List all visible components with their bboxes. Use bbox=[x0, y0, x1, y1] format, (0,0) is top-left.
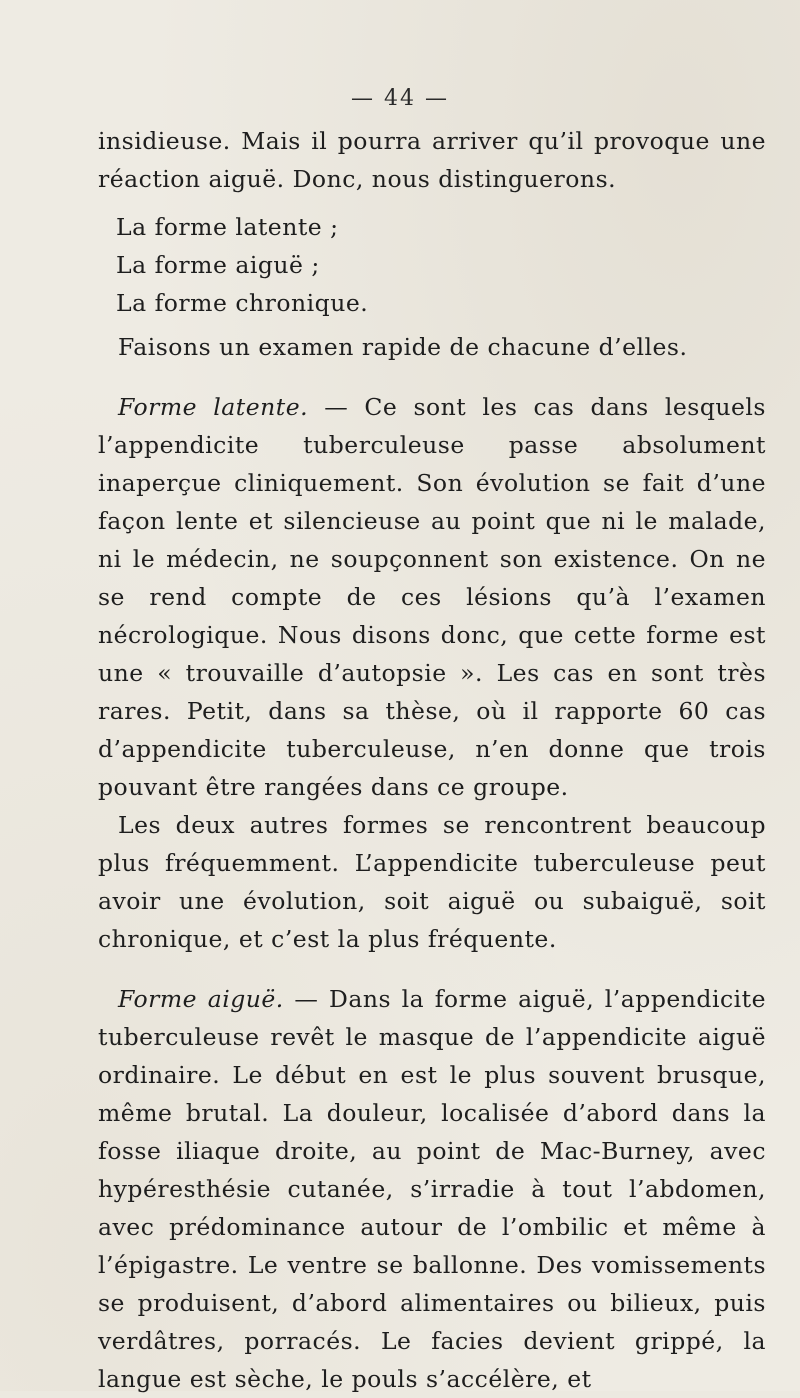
page-body bbox=[98, 122, 766, 1398]
forms-list bbox=[98, 208, 766, 322]
page-number: — 44 — bbox=[351, 86, 449, 111]
frequency-paragraph: Les deux autres formes se rencontrent beaucoup plus fréquemment. L’appendicite tuberculeuse peut avoir une évolution, soit aiguë ou subaiguë, soit chronique, et c’est la plus fréquente. bbox=[98, 811, 766, 953]
latent-form-text: — Ce sont les cas dans lesquels l’appendicite tuberculeuse passe absolument inaperçue cliniquement. Son évolution se fait d’une façon lente et silencieuse au point que ni le malade, ni le médecin, ne soupçonnent son existence. On ne se rend compte de ces lésions qu’à l’examen nécrologique. Nous disons donc, que cette forme est une « trouvaille d’autopsie ». Les cas en sont très rares. Petit, dans sa thèse, où il rapporte 60 cas d’appendicite tuberculeuse, n’en donne que trois pouvant être rangées dans ce groupe. bbox=[98, 393, 766, 801]
latent-form-paragraph bbox=[98, 388, 766, 806]
acute-form-paragraph bbox=[98, 980, 766, 1398]
latent-form-title: Forme latente. bbox=[118, 393, 309, 421]
opening-paragraph: insidieuse. Mais il pourra arriver qu’il provoque une réaction aiguë. Donc, nous distinguerons. bbox=[98, 127, 766, 193]
list-item: La forme chronique. bbox=[116, 289, 369, 317]
intro-sentence: Faisons un examen rapide de chacune d’elles. bbox=[118, 333, 688, 361]
list-item: La forme aiguë ; bbox=[116, 251, 320, 279]
acute-form-title: Forme aiguë. bbox=[118, 985, 284, 1013]
acute-form-text: — Dans la forme aiguë, l’appendicite tuberculeuse revêt le masque de l’appendicite aiguë ordinaire. Le début en est le plus souvent brusque, même brutal. La douleur, localisée d’abord dans la fosse iliaque droite, au point de Mac-Burney, avec hypéresthésie cutanée, s’irradie à tout l’abdomen, avec prédominance autour de l’ombilic et même à l’épigastre. Le ventre se ballonne. Des vomissements se produisent, d’abord alimentaires ou bilieux, puis verdâtres, porracés. Le facies devient grippé, la langue est sèche, le pouls s’accélère, et bbox=[98, 985, 766, 1393]
list-item: La forme latente ; bbox=[116, 213, 339, 241]
